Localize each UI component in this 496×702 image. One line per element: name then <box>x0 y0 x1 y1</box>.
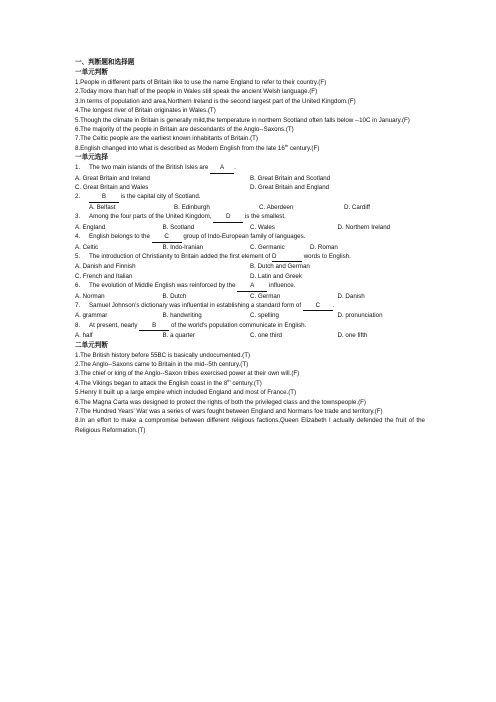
options-row <box>75 272 425 281</box>
option: D. Latin and Greek <box>250 272 302 280</box>
tf-item: 3.In terms of population and area,Northern Ireland is the second largest part of the United Kingdom.(F) <box>75 97 356 105</box>
question-stem: . <box>234 164 236 172</box>
tf-item-text: century.(T) <box>230 379 262 387</box>
option: D. one fifth <box>337 332 368 340</box>
options-row <box>75 331 425 340</box>
unit1-tf-heading: 一单元判断 <box>75 69 108 76</box>
answer-blank: D <box>272 252 302 262</box>
tf-item: 1.The British history before 55BC is basically undocumented.(T) <box>75 351 251 359</box>
mc-question <box>75 252 425 262</box>
mc-question <box>75 163 425 173</box>
section-title: 一、判断题和选择题 <box>75 59 135 66</box>
question-stem: Among the four parts of the United Kingdom, <box>89 213 214 221</box>
question-stem: group of Indo-European family of languages. <box>181 233 306 241</box>
option: B. Dutch and German <box>250 263 310 271</box>
question-stem: The introduction of Christianity to Britain added the first element of <box>89 252 272 260</box>
option: D. pronunciation <box>337 312 383 320</box>
mc-question <box>75 192 425 202</box>
question-stem: Samuel Johnson’s dictionary was influential in establishing a standard form of <box>89 301 303 309</box>
answer-blank: B <box>139 321 169 331</box>
option: A. Norman <box>75 292 105 300</box>
option: B. Scotland <box>162 223 195 231</box>
tf-item-text: century.(F) <box>288 144 320 152</box>
question-number: 4. <box>75 233 81 241</box>
tf-item: 5.Though the climate in Britain is generally mild,the temperature in northern Scotland often falls below --10C in January.(F) <box>75 116 410 124</box>
question-text <box>89 232 425 242</box>
options-row <box>75 243 425 252</box>
option: C. Great Britain and Wales <box>75 184 149 192</box>
question-stem: The evolution of Middle English was reinforced by the <box>89 282 238 290</box>
question-text <box>89 281 425 291</box>
question-number: 1. <box>75 164 81 172</box>
option: C. Wales <box>250 223 275 231</box>
tf-item: 5.Henry II built up a large empire which included England and most of France.(T) <box>75 389 297 397</box>
option: C. spelling <box>250 312 279 320</box>
answer-blank: A <box>237 281 267 291</box>
tf-item: 8.In an effort to make a compromise between different religious factions,Queen Elizabeth I actually defended the fruit of the Religious Reformation.(T) <box>75 417 425 434</box>
unit1-mc-heading: 一单元选择 <box>75 154 108 162</box>
option: A. half <box>75 332 93 340</box>
question-stem: English belongs to the <box>89 233 152 241</box>
option: C. French and Italian <box>75 272 133 280</box>
options-row <box>75 262 425 271</box>
options-row <box>75 292 425 301</box>
answer-blank: B <box>89 192 119 202</box>
unit2-tf-heading: 二单元判断 <box>75 341 108 349</box>
tf-item: 3.The chief or king of the Anglo--Saxon tribes exercised power at their own will.(F) <box>75 370 300 378</box>
option: B. Edinburgh <box>174 203 210 211</box>
option: A. grammar <box>75 312 108 320</box>
option: B. handwriting <box>162 312 202 320</box>
tf-item <box>75 379 425 388</box>
question-stem: is the smallest. <box>243 213 286 221</box>
answer-blank: A <box>210 163 234 173</box>
mc-question <box>75 301 425 311</box>
answer-blank: D <box>213 212 243 222</box>
option: A. Danish and Finnish <box>75 263 136 271</box>
options-row <box>75 203 425 212</box>
option: C. Germanic <box>250 243 285 251</box>
tf-item: 7.The Celtic people are the earliest known inhabitants of Britain.(T) <box>75 135 258 143</box>
question-number: 7. <box>75 301 81 309</box>
tf-item: 4.The longest river of Britain originates in Wales.(T) <box>75 107 216 115</box>
question-number: 2. <box>75 193 81 201</box>
option: C. Aberdeen <box>259 203 294 211</box>
question-text <box>89 252 425 262</box>
option: D. Roman <box>310 243 338 251</box>
option: B. a quarter <box>162 332 195 340</box>
tf-item-text: 8.English changed into what is described as Modern English from the late 16 <box>75 144 285 152</box>
question-text <box>89 301 425 311</box>
question-stem: influence. <box>267 282 296 290</box>
mc-question <box>75 232 425 242</box>
option: B. Great Britain and Scotland <box>250 174 331 182</box>
option: D. Cardiff <box>344 203 371 211</box>
options-row <box>75 311 425 320</box>
question-text <box>89 163 425 173</box>
tf-item: 1.People in different parts of Britain like to use the name England to refer to their country.(F) <box>75 79 327 86</box>
option: B. Dutch <box>162 292 187 300</box>
option: D. Northern Ireland <box>337 223 391 231</box>
question-stem: . <box>332 301 335 309</box>
question-number: 5. <box>75 252 81 260</box>
option: B. Indo-Iranian <box>162 243 204 251</box>
option: C. German <box>250 292 281 300</box>
ordinal-suffix: th <box>284 142 289 148</box>
options-row <box>75 183 425 192</box>
option: D. Great Britain and England <box>250 184 330 192</box>
question-number: 8. <box>75 321 81 329</box>
tf-item: 6.The Magna Carta was designed to protect the rights of both the privileged class and the townspeople.(F) <box>75 398 366 406</box>
tf-item: 2.The Anglo--Saxons came to Britain in the mid--5th century.(T) <box>75 360 249 368</box>
options-row <box>75 223 425 232</box>
tf-item <box>75 144 425 153</box>
document-page <box>75 58 425 435</box>
question-stem: is the capital city of Scotland. <box>119 193 201 201</box>
question-stem: At present, nearly <box>89 321 140 329</box>
option: A. Great Britain and Ireland <box>75 174 150 182</box>
ordinal-suffix: th <box>227 377 231 383</box>
mc-question <box>75 321 425 331</box>
question-number: 3. <box>75 213 81 221</box>
mc-question <box>75 281 425 291</box>
tf-item-text: 4.The Vikings began to attack the English coast in the 8 <box>75 379 228 387</box>
answer-blank: C <box>152 232 182 242</box>
option: A. Belfast <box>89 203 116 211</box>
tf-item: 6.The majority of the people in Britain are descendants of the Anglo--Saxons.(T) <box>75 126 294 134</box>
question-text <box>89 212 425 222</box>
option: C. one third <box>250 332 282 340</box>
options-row <box>75 174 425 183</box>
option: A. Celtic <box>75 243 99 251</box>
question-text <box>89 321 425 331</box>
tf-item: 7.The Hundred Years' War was a series of wars fought between England and Normans foe trade and territory.(F) <box>75 408 383 415</box>
answer-blank: C <box>303 301 333 311</box>
question-text <box>89 192 425 202</box>
option: A. England <box>75 223 106 231</box>
question-stem: words to English. <box>301 252 351 260</box>
question-stem: of the world’s population communicate in English. <box>169 321 307 329</box>
question-stem: The two main islands of the British Isles are <box>89 164 211 172</box>
mc-question <box>75 212 425 222</box>
tf-item: 2.Today more than half of the people in Wales still speak the ancient Welsh language.(F) <box>75 88 318 96</box>
option: D. Danish <box>337 292 365 300</box>
question-number: 6. <box>75 282 81 290</box>
